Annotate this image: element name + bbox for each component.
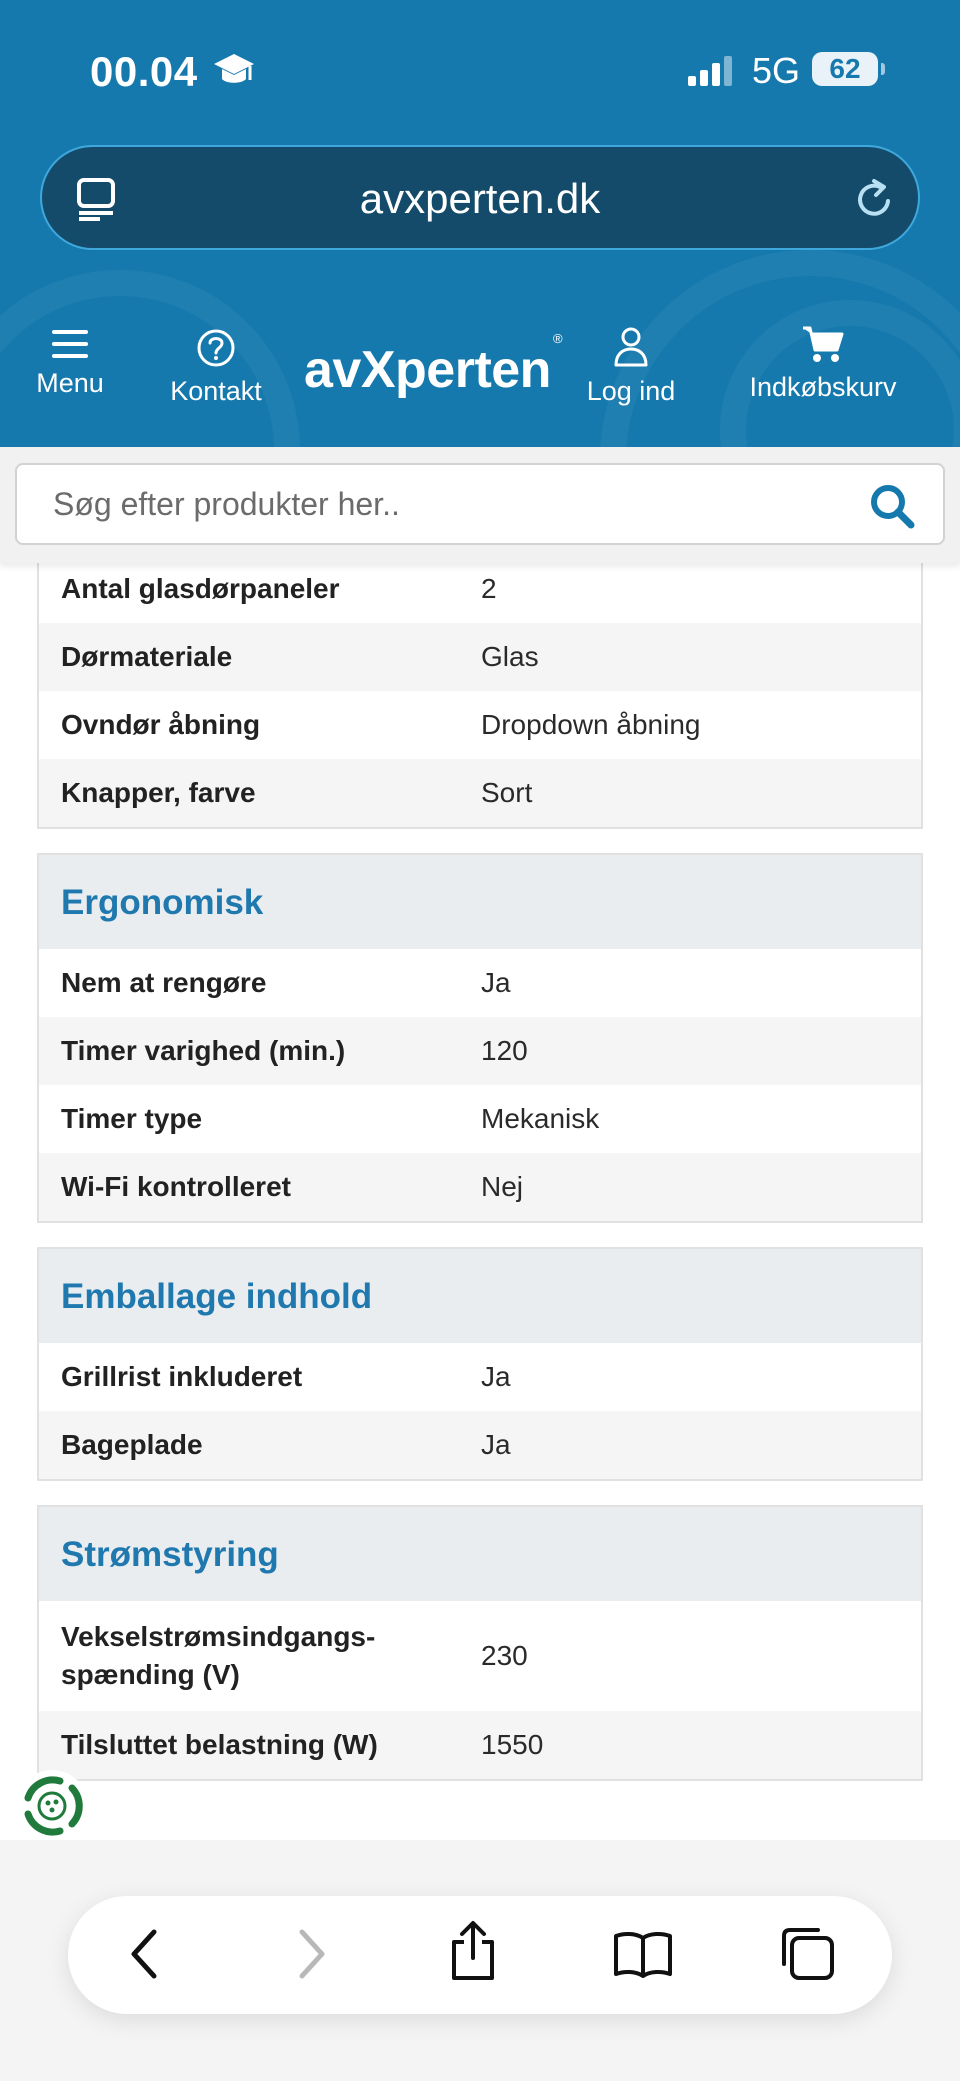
spec-section-stromstyring	[37, 1505, 923, 1781]
spec-label: Vekselstrømsindgangs-spænding (V)	[61, 1621, 376, 1690]
section-title: Ergonomisk	[39, 853, 921, 949]
spec-section	[37, 555, 923, 829]
menu-label: Menu	[36, 368, 104, 398]
spec-value: Ja	[481, 1361, 511, 1392]
spec-row	[39, 949, 921, 1017]
spec-value: 120	[481, 1035, 528, 1066]
spec-value: Sort	[481, 777, 533, 808]
spec-label: Wi-Fi kontrolleret	[61, 1171, 291, 1202]
spec-row	[39, 1601, 921, 1711]
spec-row	[39, 1711, 921, 1779]
spec-label: Tilsluttet belastning (W)	[61, 1729, 378, 1760]
site-nav	[0, 320, 960, 420]
search-input[interactable]	[53, 465, 833, 543]
spec-label: Dørmateriale	[61, 641, 233, 672]
reload-icon[interactable]	[854, 177, 896, 226]
share-icon[interactable]	[448, 1920, 498, 1987]
spec-row	[39, 555, 921, 623]
address-bar[interactable]	[40, 145, 920, 250]
spec-section-ergonomisk	[37, 853, 923, 1223]
spec-value: Glas	[481, 641, 539, 672]
question-circle-icon	[196, 328, 236, 368]
spec-label: Nem at rengøre	[61, 967, 267, 998]
forward-icon[interactable]	[292, 1926, 332, 1987]
search-icon[interactable]	[869, 483, 915, 534]
cellular-signal-icon	[688, 56, 736, 91]
spec-value: Dropdown åbning	[481, 709, 701, 740]
contact-button[interactable]	[166, 328, 266, 407]
spec-row	[39, 1085, 921, 1153]
bookmarks-icon[interactable]	[612, 1930, 674, 1983]
spec-value: Ja	[481, 1429, 511, 1460]
cart-icon	[801, 324, 845, 364]
search-box	[15, 463, 945, 545]
spec-label: Knapper, farve	[61, 777, 256, 808]
status-bar	[0, 40, 960, 100]
site-header	[0, 0, 960, 447]
hamburger-icon	[52, 328, 88, 360]
network-type: 5G	[752, 50, 801, 91]
spec-row	[39, 1153, 921, 1221]
spec-row	[39, 759, 921, 827]
menu-button[interactable]	[30, 328, 110, 399]
spec-value: 1550	[481, 1729, 544, 1760]
eco-badge-icon[interactable]	[14, 1768, 90, 1844]
site-logo[interactable]	[304, 330, 563, 400]
spec-row	[39, 1343, 921, 1411]
back-icon[interactable]	[124, 1926, 164, 1987]
search-bar	[0, 447, 960, 563]
spec-row	[39, 623, 921, 691]
battery-level: 62	[812, 52, 878, 86]
user-icon	[613, 326, 649, 368]
spec-value: Mekanisk	[481, 1103, 600, 1134]
spec-label: Timer varighed (min.)	[61, 1035, 346, 1066]
spec-value: Nej	[481, 1171, 524, 1202]
graduation-cap-icon	[212, 50, 256, 95]
section-title: Strømstyring	[39, 1505, 921, 1601]
spec-label: Bageplade	[61, 1429, 203, 1460]
logo-text: avXperten	[304, 341, 551, 399]
cart-button[interactable]	[745, 324, 901, 403]
spec-label: Grillrist inkluderet	[61, 1361, 303, 1392]
spec-row	[39, 1017, 921, 1085]
spec-label: Ovndør åbning	[61, 709, 261, 740]
contact-label: Kontakt	[170, 376, 262, 406]
browser-toolbar	[68, 1896, 892, 2014]
login-label: Log ind	[586, 376, 676, 406]
login-button[interactable]	[583, 326, 679, 407]
spec-row	[39, 691, 921, 759]
specifications	[37, 555, 923, 1805]
registered-mark: ®	[552, 330, 563, 346]
spec-value: 230	[481, 1640, 528, 1671]
url-text[interactable]: avxperten.dk	[359, 175, 601, 222]
spec-value: Ja	[481, 967, 511, 998]
spec-row	[39, 1411, 921, 1479]
spec-section-emballage	[37, 1247, 923, 1481]
spec-label: Antal glasdørpaneler	[61, 573, 340, 604]
spec-value: 2	[481, 573, 497, 604]
status-time: 00.04	[90, 48, 198, 95]
spec-label: Timer type	[61, 1103, 203, 1134]
section-title: Emballage indhold	[39, 1247, 921, 1343]
tabs-icon[interactable]	[778, 1924, 836, 1987]
cart-label: Indkøbskurv	[749, 372, 897, 402]
